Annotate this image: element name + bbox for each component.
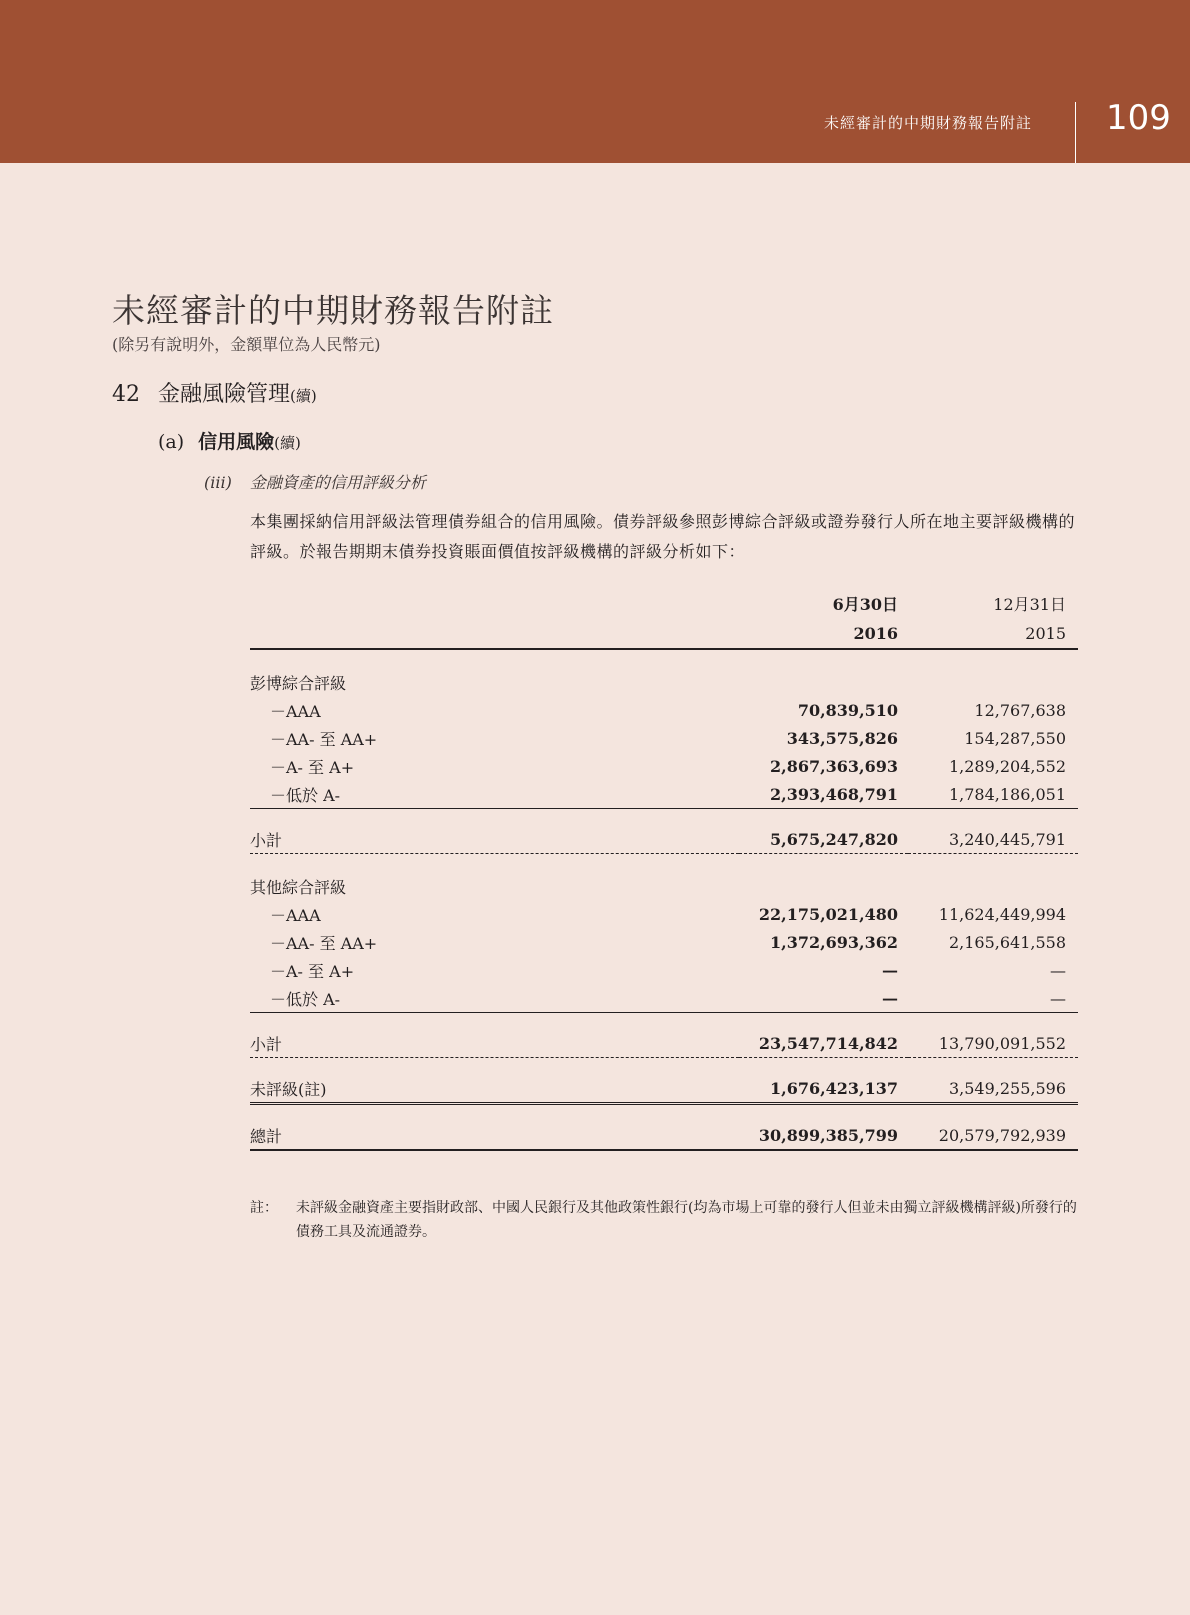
- value-2016: 1,372,693,362: [769, 932, 899, 952]
- subsection-heading: [158, 427, 301, 454]
- subtotal-label: 小計: [250, 809, 739, 854]
- table-row: [250, 752, 1078, 780]
- value-2016: 2,867,363,693: [769, 756, 899, 776]
- unrated-2016: 1,676,423,137: [739, 1058, 908, 1104]
- running-title: 未經審計的中期財務報告附註: [823, 114, 1032, 132]
- footnote: [250, 1196, 1080, 1244]
- table-row: [250, 900, 1078, 928]
- value-2015: —: [908, 984, 1078, 1013]
- subsection-suffix: (續): [274, 434, 301, 452]
- header-divider: [1075, 102, 1076, 163]
- subsection-title: 信用風險: [198, 431, 275, 453]
- table-row: [250, 928, 1078, 956]
- subtotal-label: 小計: [250, 1013, 739, 1058]
- footnote-label: 註：: [250, 1200, 278, 1216]
- total-label: 總計: [250, 1104, 739, 1151]
- value-2016: 343,575,826: [786, 728, 899, 748]
- page-subtitle: (除另有說明外，金額單位為人民幣元): [112, 335, 381, 354]
- value-2015: 11,624,449,994: [938, 904, 1066, 924]
- group-label-row: [250, 649, 1078, 696]
- col-2016-date: 6月30日: [832, 594, 899, 614]
- value-2016: —: [739, 984, 908, 1013]
- other-group-label: 其他綜合評級: [250, 877, 347, 897]
- credit-rating-table: [250, 588, 1078, 1151]
- item-heading: [204, 470, 426, 493]
- header-row-years: [250, 618, 1078, 649]
- section-title: 金融風險管理: [158, 382, 291, 407]
- group-label-row: [250, 854, 1078, 901]
- value-2015: 1,289,204,552: [948, 756, 1066, 776]
- table-row: [250, 724, 1078, 752]
- row-label: －低於 A-: [250, 984, 739, 1013]
- row-label: －低於 A-: [250, 780, 739, 809]
- subtotal-2016: 5,675,247,820: [739, 809, 908, 854]
- row-label: －AAA: [270, 905, 321, 925]
- header-row-dates: [250, 588, 1078, 618]
- section-suffix: (續): [290, 387, 317, 405]
- subtotal-2015: 3,240,445,791: [908, 809, 1078, 854]
- bloomberg-group-label: 彭博綜合評級: [250, 673, 347, 693]
- value-2016: 70,839,510: [797, 700, 899, 720]
- row-label: －A- 至 A+: [270, 757, 355, 777]
- row-label: －A- 至 A+: [270, 961, 355, 981]
- value-2015: —: [1050, 960, 1066, 980]
- page-number: 109: [1106, 98, 1171, 138]
- value-2015: 1,784,186,051: [908, 780, 1078, 809]
- unrated-label: 未評級(註): [250, 1058, 739, 1104]
- subtotal-2016: 23,547,714,842: [739, 1013, 908, 1058]
- row-label: －AA- 至 AA+: [270, 729, 378, 749]
- total-2016: 30,899,385,799: [739, 1104, 908, 1151]
- header-bar: [0, 0, 1190, 163]
- item-title: 金融資產的信用評級分析: [249, 473, 426, 492]
- section-number: 42: [112, 382, 140, 407]
- table-row: [250, 780, 1078, 809]
- total-row: [250, 1104, 1078, 1151]
- col-2015-year: 2015: [908, 618, 1078, 649]
- unrated-2015: 3,549,255,596: [908, 1058, 1078, 1104]
- value-2016: 22,175,021,480: [758, 904, 899, 924]
- subtotal-row: [250, 1013, 1078, 1058]
- col-2015-date: 12月31日: [993, 594, 1066, 614]
- subtotal-row: [250, 809, 1078, 854]
- value-2015: 12,767,638: [974, 700, 1066, 720]
- subtotal-2015: 13,790,091,552: [908, 1013, 1078, 1058]
- value-2016: —: [882, 960, 899, 980]
- subsection-index: (a): [158, 431, 185, 453]
- item-index: (iii): [204, 473, 232, 492]
- col-2016-year: 2016: [739, 618, 908, 649]
- section-heading: [112, 377, 317, 408]
- value-2015: 2,165,641,558: [948, 932, 1066, 952]
- row-label: －AA- 至 AA+: [270, 933, 378, 953]
- total-2015: 20,579,792,939: [908, 1104, 1078, 1151]
- value-2015: 154,287,550: [964, 728, 1066, 748]
- intro-paragraph: 本集團採納信用評級法管理債券組合的信用風險。債券評級參照彭博綜合評級或證券發行人所在地主要評級機構的評級。於報告期期末債券投資賬面價值按評級機構的評級分析如下：: [250, 512, 1076, 561]
- unrated-row: [250, 1058, 1078, 1104]
- row-label: －AAA: [270, 701, 321, 721]
- table-row: [250, 696, 1078, 724]
- table-row: [250, 956, 1078, 984]
- value-2016: 2,393,468,791: [739, 780, 908, 809]
- page-title: 未經審計的中期財務報告附註: [112, 291, 554, 330]
- footnote-text: 未評級金融資產主要指財政部、中國人民銀行及其他政策性銀行(均為市場上可靠的發行人但並未由獨立評級機構評級)所發行的債務工具及流通證券。: [296, 1200, 1077, 1240]
- table-row: [250, 984, 1078, 1013]
